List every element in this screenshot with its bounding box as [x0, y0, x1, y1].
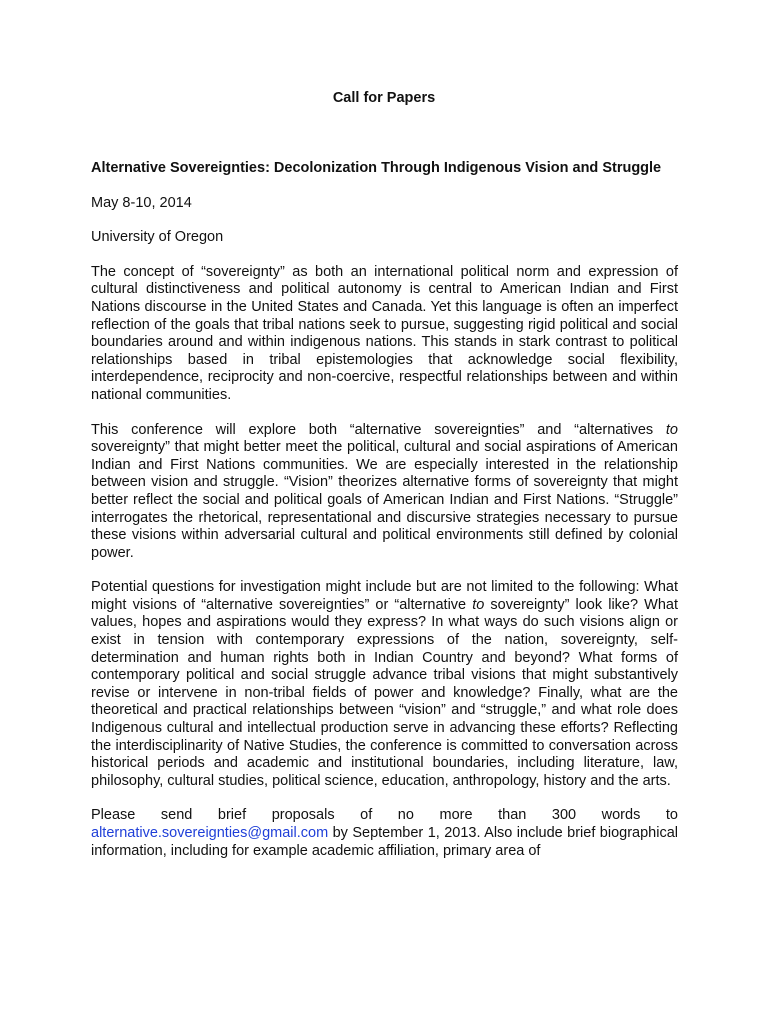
paragraph-submission-instructions [91, 807, 678, 860]
paragraph-potential-questions [91, 579, 678, 790]
paragraph-text: by September 1, 2013. Also include brief biographical information, including for example academic affiliation, primary area of [91, 825, 678, 859]
emphasis-text: to [472, 596, 485, 613]
document-body [91, 160, 678, 860]
conference-venue: University of Oregon [91, 229, 224, 246]
paragraph-text: sovereignty” look like? What values, hopes and aspirations would they express? In what ways do such visions align or exist in tension with contemporary expressions of the nation, sovereignty, self-determination and human rights both in Indian Country and beyond? What forms of contemporary political and social struggle advance tribal visions that might substantively revise or intervene in non-tribal fields of power and knowledge? Finally, what are the theoretical and practical relationships between “vision” and “struggle,” and what role does Indigenous cultural and intellectual production serve in advancing these efforts? Reflecting the interdisciplinarity of Native Studies, the conference is committed to conversation across historical periods and academic and institutional boundaries, including literature, law, philosophy, cultural studies, political science, education, anthropology, history and the arts. [91, 596, 678, 789]
conference-title: Alternative Sovereignties: Decolonization Through Indigenous Vision and Struggle [91, 160, 662, 176]
paragraph-sovereignty-concept: The concept of “sovereignty” as both an international political norm and expression of cultural distinctiveness and political autonomy is central to American Indian and First Nations discourse in the United States and Canada. Yet this language is often an imperfect reflection of the goals that tribal nations seek to pursue, suggesting rigid political and social boundaries around and within indigenous nations. This stands in stark contrast to political relationships based in tribal epistemologies that acknowledge social flexibility, interdependence, reciprocity and non-coercive, respectful relationships between and within national communities. [91, 263, 678, 403]
call-for-papers-heading: Call for Papers [332, 90, 436, 106]
conference-date: May 8-10, 2014 [91, 194, 192, 211]
paragraph-text: This conference will explore both “alternative sovereignties” and “alternatives [91, 421, 666, 438]
submission-email-link[interactable]: alternative.sovereignties@gmail.com [91, 825, 329, 841]
emphasis-text: to [665, 421, 678, 438]
paragraph-conference-scope [91, 422, 678, 563]
paragraph-text: sovereignty” that might better meet the political, cultural and social aspirations of American Indian and First Nations communities. We are especially interested in the relationship between vision and struggle. “Vision” theorizes alternative forms of sovereignty that might better reflect the social and political goals of American Indian and First Nations. “Struggle” interrogates the rhetorical, representational and discursive strategies necessary to pursue these visions within adversarial cultural and political environments still defined by colonial power. [91, 439, 678, 561]
paragraph-text: Potential questions for investigation might include but are not limited to the following: What might visions of “alternative sovereignties” or “alternative [91, 579, 678, 613]
paragraph-text: Please send brief proposals of no more than 300 words to [91, 807, 678, 824]
